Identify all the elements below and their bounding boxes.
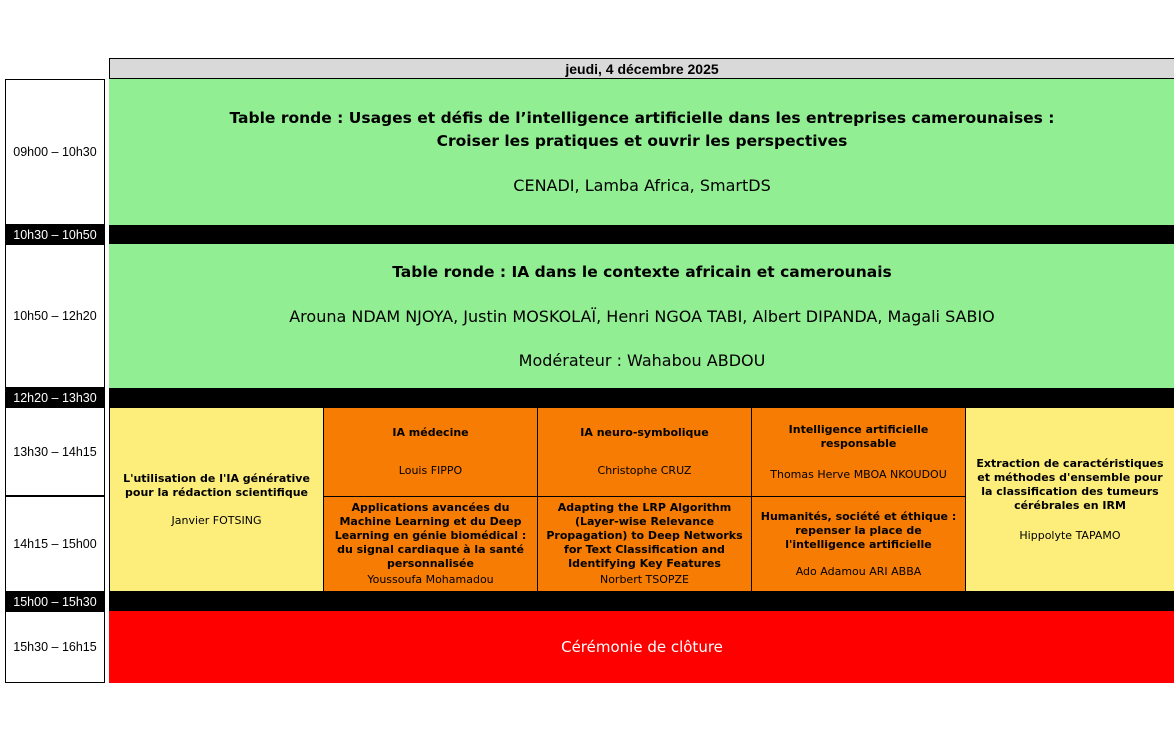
session-1-title-line2: Croiser les pratiques et ouvrir les perspectives — [436, 132, 848, 150]
col4-top-title: Intelligence artificielle responsable — [788, 422, 929, 450]
col1-speaker: Janvier FOTSING — [171, 513, 262, 527]
session-2-title: Table ronde : IA dans le contexte africain et camerounais — [392, 262, 892, 281]
session-roundtable-1 — [109, 79, 1174, 225]
closing-ceremony: Cérémonie de clôture — [109, 611, 1174, 683]
parallel-col1-session — [109, 407, 324, 592]
time-slot-3b: 14h15 – 15h00 — [5, 496, 105, 592]
parallel-col3-top — [537, 407, 752, 497]
parallel-col4-bottom — [751, 496, 966, 592]
session-2-participants: Arouna NDAM NJOYA, Justin MOSKOLAÏ, Henri NGOA TABI, Albert DIPANDA, Magali SABIO — [289, 306, 995, 326]
session-roundtable-2 — [109, 244, 1174, 388]
col3-bottom-title: Adapting the LRP Algorithm (Layer-wise Relevance Propagation) to Deep Networks for Text Classification and Identifying Key Features — [546, 501, 743, 570]
break-bar-3 — [109, 592, 1174, 611]
col4-bottom-speaker: Ado Adamou ARI ABBA — [795, 564, 922, 578]
col5-title: Extraction de caractéristiques et méthodes d'ensemble pour la classification des tumeurs cérébrales en IRM — [976, 456, 1164, 512]
parallel-col2-top — [323, 407, 538, 497]
col3-top-speaker: Christophe CRUZ — [597, 464, 692, 477]
col4-bottom-title: Humanités, société et éthique : repenser la place de l'intelligence artificielle — [760, 509, 957, 551]
col2-bottom-title: Applications avancées du Machine Learning et du Deep Learning en génie biomédical : du signal cardiaque à la santé personnalisée — [334, 501, 527, 570]
parallel-col4-top — [751, 407, 966, 497]
parallel-col3-bottom — [537, 496, 752, 592]
col2-top-speaker: Louis FIPPO — [398, 464, 463, 477]
break-time-3: 15h00 – 15h30 — [5, 592, 105, 611]
time-slot-3a: 13h30 – 14h15 — [5, 407, 105, 496]
time-slot-4: 15h30 – 16h15 — [5, 611, 105, 683]
time-slot-2: 10h50 – 12h20 — [5, 244, 105, 388]
col3-bottom-speaker: Norbert TSOPZE — [599, 573, 690, 586]
break-time-2: 12h20 – 13h30 — [5, 388, 105, 407]
session-2-moderator: Modérateur : Wahabou ABDOU — [518, 350, 766, 370]
col5-speaker: Hippolyte TAPAMO — [1019, 528, 1121, 542]
col4-top-speaker: Thomas Herve MBOA NKOUDOU — [770, 467, 947, 481]
col2-bottom-speaker: Youssoufa Mohamadou — [367, 573, 494, 586]
col1-title: L'utilisation de l'IA générative pour la rédaction scientifique — [123, 471, 310, 499]
session-1-participants: CENADI, Lamba Africa, SmartDS — [513, 176, 771, 195]
col3-top-title: IA neuro-symbolique — [580, 426, 709, 439]
col2-top-title: IA médecine — [392, 426, 469, 439]
break-bar-1 — [109, 225, 1174, 244]
parallel-col2-bottom — [323, 496, 538, 592]
session-1-title-line1: Table ronde : Usages et défis de l’intelligence artificielle dans les entreprises camerounaises : — [229, 109, 1055, 127]
break-time-1: 10h30 – 10h50 — [5, 225, 105, 244]
day-header: jeudi, 4 décembre 2025 — [109, 58, 1174, 79]
parallel-col5-session — [965, 407, 1174, 592]
break-bar-2 — [109, 388, 1174, 407]
time-slot-1: 09h00 – 10h30 — [5, 79, 105, 225]
